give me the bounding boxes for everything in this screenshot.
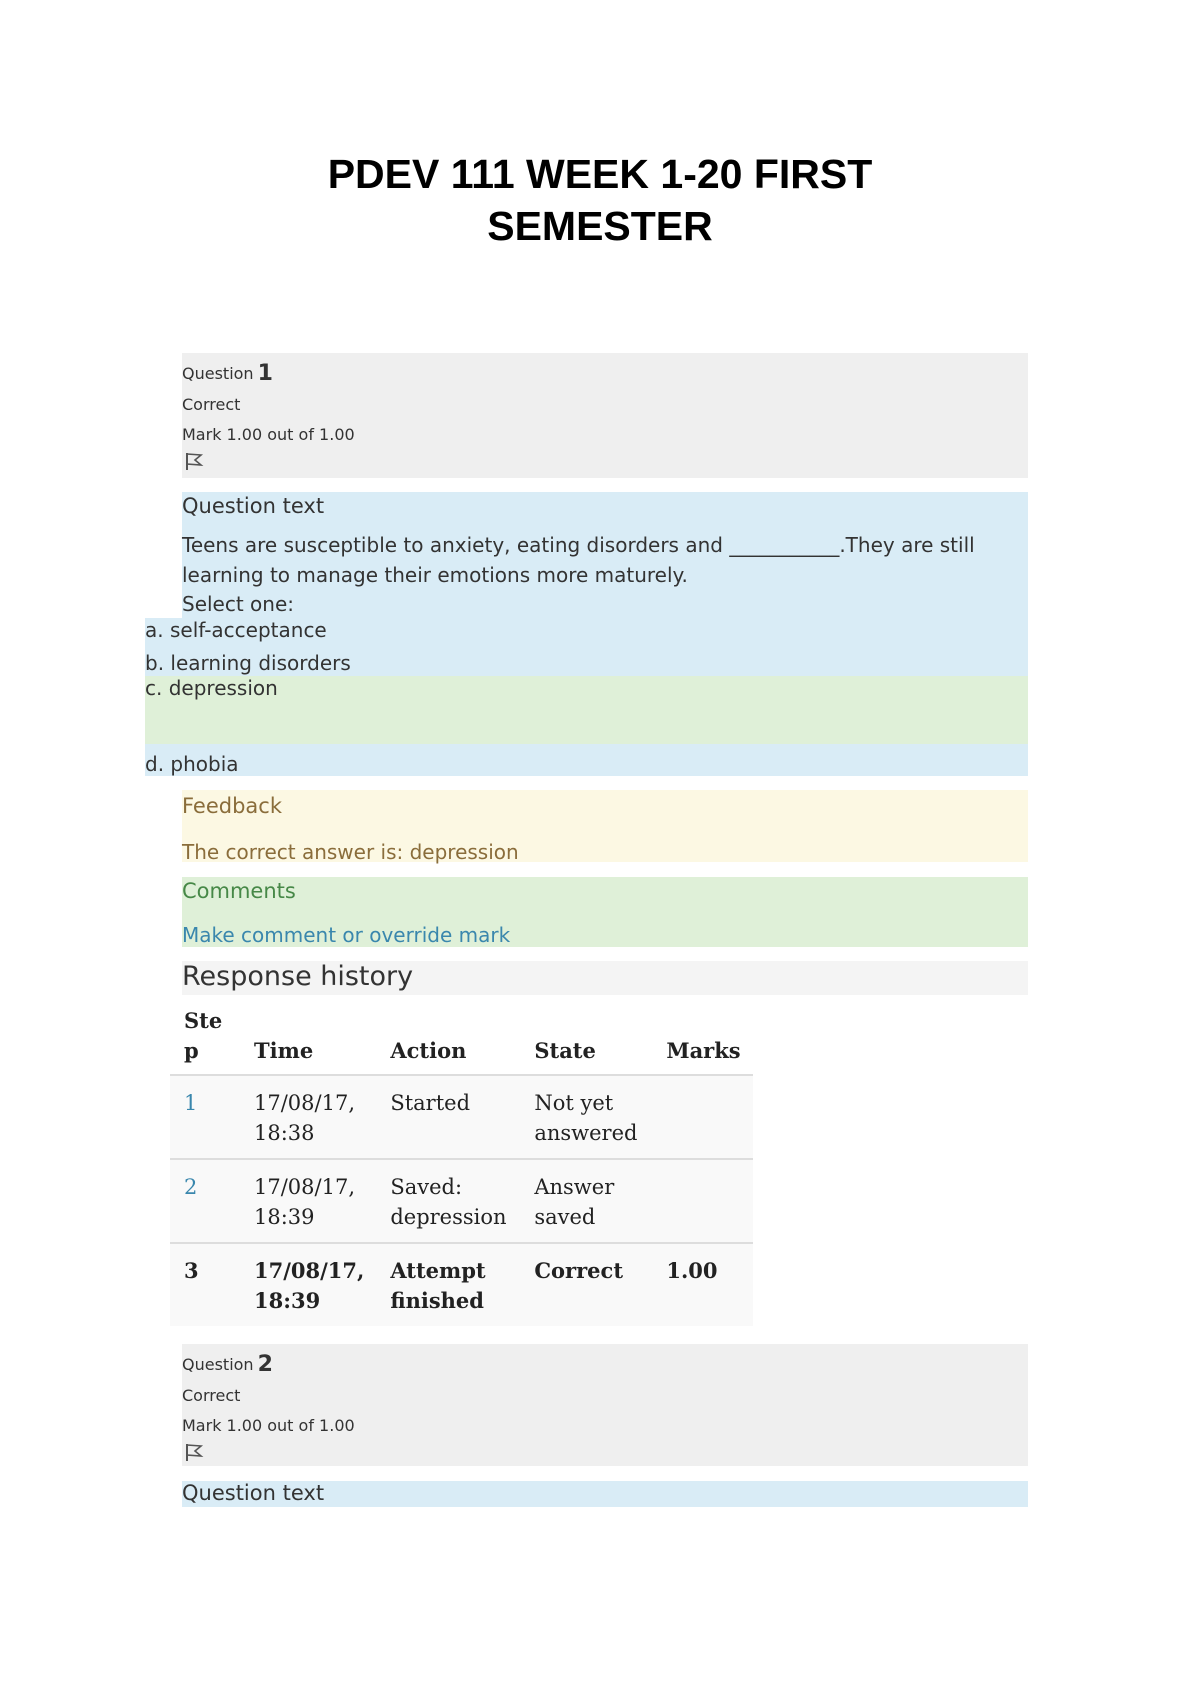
cell-time: 17/08/17, 18:38	[240, 1075, 376, 1159]
document-title-line-2: SEMESTER	[487, 203, 713, 249]
cell-state: Correct	[534, 1258, 624, 1283]
response-history-table	[170, 1006, 753, 1326]
make-comment-link[interactable]: Make comment or override mark	[182, 923, 511, 947]
cell-state: Not yet answered	[520, 1075, 652, 1159]
column-header-step: Step	[170, 1006, 240, 1075]
cell-marks	[652, 1075, 752, 1159]
comments-panel	[182, 877, 1028, 947]
question-text-heading: Question text	[182, 1481, 325, 1505]
question-grade: Mark 1.00 out of 1.00	[182, 425, 355, 444]
feedback-panel	[182, 790, 1028, 862]
question-state: Correct	[182, 1386, 241, 1405]
answer-option-d[interactable]: d. phobia	[145, 744, 1028, 776]
question-number: Question 1	[182, 361, 273, 386]
comments-heading: Comments	[182, 879, 296, 903]
table-row	[170, 1159, 753, 1243]
feedback-heading: Feedback	[182, 794, 283, 818]
question-number: Question 2	[182, 1352, 273, 1377]
feedback-text: The correct answer is: depression	[182, 840, 519, 864]
cell-marks: 1.00	[666, 1258, 718, 1283]
table-row	[170, 1075, 753, 1159]
cell-action: Attempt finished	[390, 1258, 486, 1313]
cell-time: 17/08/17, 18:39	[240, 1159, 376, 1243]
response-history-heading: Response history	[182, 961, 1028, 995]
select-one-prompt: Select one:	[182, 592, 295, 616]
answer-option-c[interactable]: c. depression	[145, 676, 1028, 744]
question-2-info	[182, 1344, 1028, 1466]
step-link[interactable]: 2	[184, 1175, 198, 1199]
cell-marks	[652, 1159, 752, 1243]
table-row	[170, 1243, 753, 1326]
document-title	[290, 148, 910, 252]
flag-icon[interactable]	[184, 451, 204, 471]
question-grade: Mark 1.00 out of 1.00	[182, 1416, 355, 1435]
question-text-heading: Question text	[182, 494, 325, 518]
question-text: Teens are susceptible to anxiety, eating disorders and ___________.They are still learning to manage their emotions more maturely.	[182, 533, 975, 587]
cell-state: Answer saved	[520, 1159, 652, 1243]
column-header-time: Time	[240, 1006, 376, 1075]
cell-action: Started	[376, 1075, 520, 1159]
cell-step: 3	[184, 1258, 199, 1283]
cell-action: Saved: depression	[376, 1159, 520, 1243]
column-header-state: State	[520, 1006, 652, 1075]
column-header-action: Action	[376, 1006, 520, 1075]
step-link[interactable]: 1	[184, 1091, 198, 1115]
question-2-text-block	[182, 1481, 1028, 1507]
answer-options	[145, 618, 1028, 776]
flag-icon[interactable]	[184, 1442, 204, 1462]
answer-option-a[interactable]: a. self-acceptance	[145, 618, 1028, 644]
document-title-line-1: PDEV 111 WEEK 1-20 FIRST	[327, 151, 873, 197]
question-1-info	[182, 353, 1028, 478]
column-header-marks: Marks	[652, 1006, 752, 1075]
cell-time: 17/08/17, 18:39	[254, 1258, 365, 1313]
question-state: Correct	[182, 395, 241, 414]
answer-option-b[interactable]: b. learning disorders	[145, 644, 1028, 676]
